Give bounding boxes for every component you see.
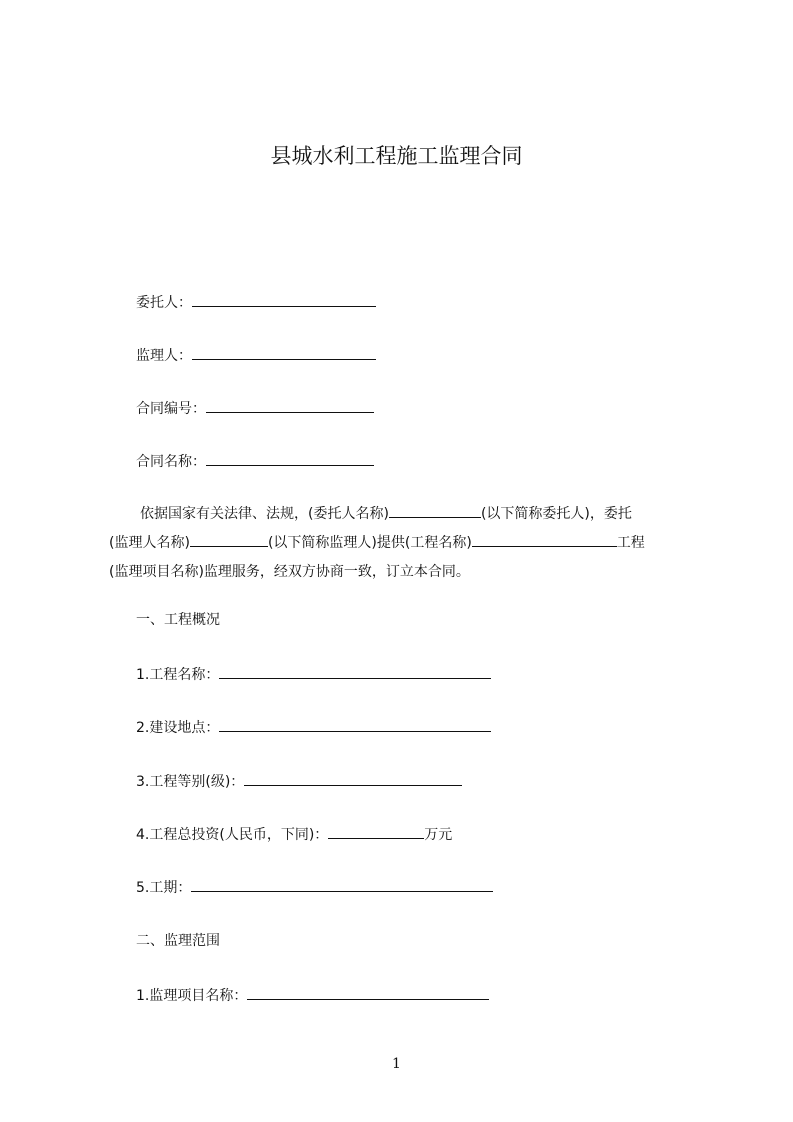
- principal-blank[interactable]: [192, 292, 376, 307]
- supervisor-blank[interactable]: [192, 345, 376, 360]
- section1-heading: 一、工程概况: [136, 612, 220, 628]
- contract-number-label: 合同编号：: [136, 401, 206, 417]
- grade-label: 3.工程等别(级)：: [136, 774, 245, 790]
- location-blank[interactable]: [219, 717, 491, 732]
- investment-unit: 万元: [424, 827, 453, 843]
- contract-name-field: [136, 451, 374, 472]
- intro-line3: (监理项目名称)监理服务，经双方协商一致，订立本合同。: [109, 564, 470, 580]
- intro-line2-c: 工程: [616, 535, 645, 551]
- supervisor-label: 监理人：: [136, 348, 192, 364]
- intro-line2-a: (监理人名称): [109, 535, 190, 551]
- project-name-input-blank[interactable]: [219, 664, 491, 679]
- investment-blank[interactable]: [328, 824, 424, 839]
- contract-name-label: 合同名称：: [136, 454, 206, 470]
- investment-label: 4.工程总投资(人民币，下同)：: [136, 827, 329, 843]
- principal-label: 委托人：: [136, 295, 192, 311]
- supervisor-field: [136, 345, 376, 366]
- duration-blank[interactable]: [191, 877, 493, 892]
- principal-field: [136, 292, 376, 313]
- project-name-field: [136, 664, 491, 685]
- principal-name-blank[interactable]: [389, 503, 481, 518]
- intro-line1-a: 依据国家有关法律、法规，(委托人名称): [140, 506, 389, 522]
- contract-name-blank[interactable]: [206, 451, 374, 466]
- duration-label: 5.工期：: [136, 880, 192, 896]
- contract-number-field: [136, 398, 374, 419]
- project-name-blank[interactable]: [472, 532, 617, 547]
- grade-blank[interactable]: [244, 771, 462, 786]
- duration-field: [136, 877, 493, 898]
- intro-line1-b: (以下简称委托人)，委托: [480, 506, 632, 522]
- supervisor-name-blank[interactable]: [190, 532, 268, 547]
- contract-number-blank[interactable]: [206, 398, 374, 413]
- supervision-project-field: [136, 985, 489, 1006]
- section2-heading: 二、监理范围: [136, 933, 220, 949]
- project-name-label: 1.工程名称：: [136, 667, 220, 683]
- investment-field: [136, 824, 452, 845]
- location-label: 2.建设地点：: [136, 720, 220, 736]
- supervision-project-blank[interactable]: [247, 985, 489, 1000]
- page-number: 1: [392, 1056, 401, 1072]
- grade-field: [136, 771, 462, 792]
- intro-line2-b: (以下简称监理人)提供(工程名称): [267, 535, 472, 551]
- intro-paragraph: [109, 500, 699, 587]
- supervision-project-label: 1.监理项目名称：: [136, 988, 248, 1004]
- location-field: [136, 717, 491, 738]
- document-title: 县城水利工程施工监理合同: [270, 144, 523, 168]
